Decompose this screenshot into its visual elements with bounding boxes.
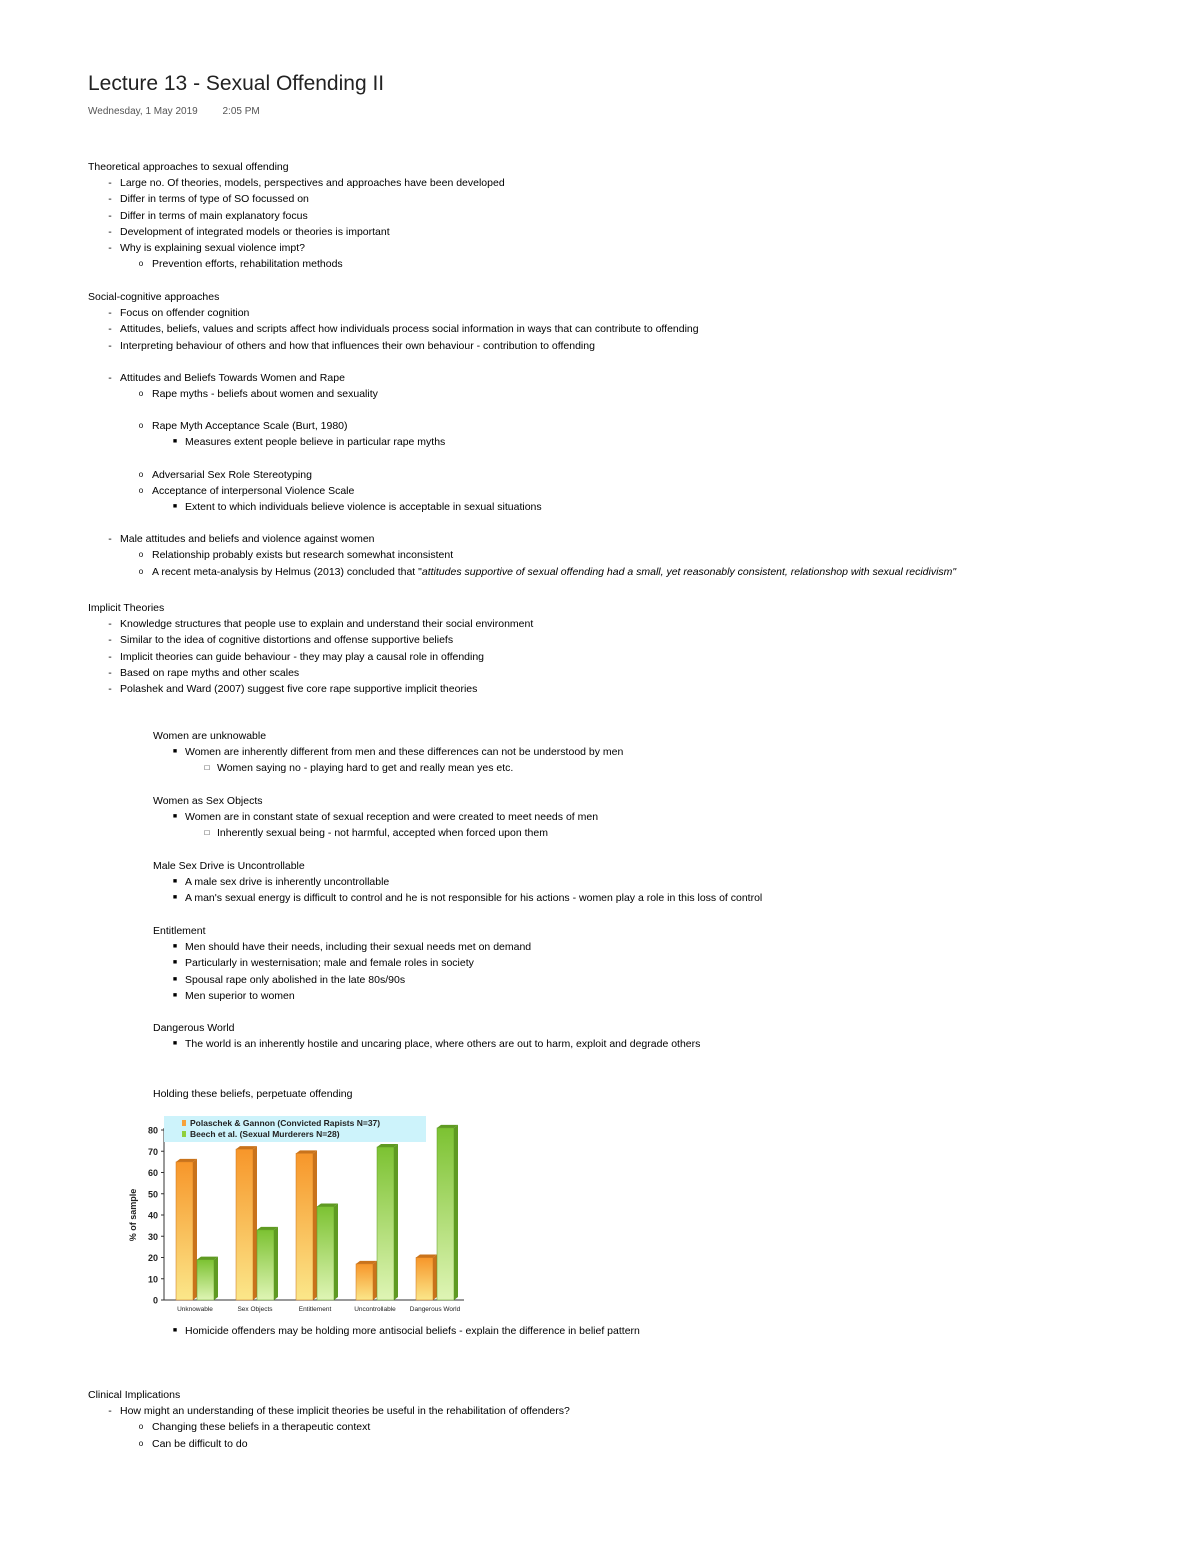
y-tick-label: 80 <box>147 1125 158 1136</box>
list-item: - Polashek and Ward (2007) suggest five core rape supportive implicit theories <box>108 683 478 696</box>
list-item: o Can be difficult to do <box>138 1437 248 1450</box>
bar-side <box>274 1227 278 1300</box>
list-item: - How might an understanding of these implicit theories be useful in the rehabilitation of offenders? <box>108 1405 570 1418</box>
y-tick-label: 40 <box>147 1210 158 1221</box>
page-meta <box>88 106 282 117</box>
bar-side <box>394 1144 398 1300</box>
page-date: Wednesday, 1 May 2019 <box>88 106 198 117</box>
section-heading: Social-cognitive approaches <box>88 291 220 303</box>
list-item: - Interpreting behaviour of others and how that influences their own behaviour - contribution to offending <box>108 339 595 352</box>
list-item: ■ A man's sexual energy is difficult to control and he is not responsible for his actions - women play a role in this loss of control <box>172 892 763 905</box>
bar-murderers <box>317 1207 334 1301</box>
list-item: - Implicit theories can guide behaviour - they may play a causal role in offending <box>108 650 485 663</box>
list-item: o Rape Myth Acceptance Scale (Burt, 1980) <box>138 420 348 433</box>
bar-rapists <box>356 1264 373 1300</box>
y-tick-label: 70 <box>147 1146 158 1157</box>
list-item: o A recent meta-analysis by Helmus (2013) concluded that "attitudes supportive of sexual offending had a small, yet reasonably consistent, relationshop with sexual recidivism" <box>138 565 957 578</box>
theory-entitlement <box>153 923 531 1004</box>
bar-murderers <box>377 1147 394 1300</box>
section-heading: Implicit Theories <box>88 602 165 614</box>
theory-heading: Dangerous World <box>153 1022 235 1034</box>
bar-side <box>313 1150 317 1300</box>
section-clinical <box>88 1387 570 1452</box>
list-item: □ Women saying no - playing hard to get and really mean yes etc. <box>204 762 514 775</box>
bar-side <box>433 1255 437 1301</box>
section-heading: Clinical Implications <box>88 1389 181 1401</box>
bar-side <box>454 1125 458 1300</box>
bar-rapists <box>176 1162 193 1300</box>
page-title: Lecture 13 - Sexual Offending II <box>88 72 385 95</box>
list-item: o Rape myths - beliefs about women and sexuality <box>138 388 378 401</box>
legend-swatch <box>182 1131 186 1137</box>
list-item: ■ Spousal rape only abolished in the late 80s/90s <box>172 973 406 986</box>
theory-heading: Women as Sex Objects <box>153 795 263 807</box>
list-item: ■ Measures extent people believe in particular rape myths <box>172 436 446 449</box>
list-item: ■ A male sex drive is inherently uncontrollable <box>172 876 390 889</box>
y-tick-label: 30 <box>147 1231 158 1242</box>
homicide-note <box>153 1323 640 1339</box>
section-heading: Theoretical approaches to sexual offending <box>88 161 289 173</box>
y-tick-label: 20 <box>147 1253 158 1263</box>
legend-swatch <box>182 1120 186 1126</box>
page-time: 2:05 PM <box>222 106 260 117</box>
legend-label: Beech et al. (Sexual Murderers N=28) <box>190 1129 340 1139</box>
y-tick-label: 10 <box>147 1274 158 1285</box>
quote-text: attitudes supportive of sexual offending had a small, yet reasonably consistent, relationshop with sexual recidivism" <box>421 565 957 578</box>
list-item: - Attitudes and Beliefs Towards Women and Rape <box>108 371 345 384</box>
holding-beliefs-text <box>153 1086 352 1102</box>
list-item: - Differ in terms of type of SO focussed on <box>108 193 309 206</box>
list-item: ■ Particularly in westernisation; male and female roles in society <box>172 957 474 970</box>
x-tick-label: Entitlement <box>298 1306 332 1313</box>
y-tick-label: 0 <box>152 1295 158 1306</box>
x-tick-label: Sex Objects <box>237 1306 273 1313</box>
list-item: o Acceptance of interpersonal Violence Scale <box>138 484 355 497</box>
list-item: - Based on rape myths and other scales <box>108 666 300 679</box>
list-item: - Focus on offender cognition <box>108 307 250 320</box>
list-item: ■ Men superior to women <box>172 989 295 1002</box>
section-theoretical <box>88 159 505 272</box>
x-tick-label: Dangerous World <box>409 1306 461 1313</box>
bar-side <box>193 1159 197 1300</box>
list-item: ■ Women are inherently different from men and these differences can not be understood by men <box>172 746 624 759</box>
y-tick-label: 60 <box>147 1168 158 1178</box>
theory-sex-drive <box>153 858 762 907</box>
list-item: o Changing these beliefs in a therapeutic context <box>138 1421 371 1434</box>
list-item: - Large no. Of theories, models, perspectives and approaches have been developed <box>108 177 505 190</box>
theory-heading: Entitlement <box>153 925 206 937</box>
bar-side <box>253 1146 257 1300</box>
list-item: o Prevention efforts, rehabilitation methods <box>138 258 343 271</box>
list-item: - Knowledge structures that people use to explain and understand their social environment <box>108 618 534 631</box>
legend-label: Polaschek & Gannon (Convicted Rapists N=37) <box>190 1118 381 1128</box>
list-item: o Adversarial Sex Role Stereotyping <box>138 468 312 481</box>
bar-murderers <box>197 1260 214 1300</box>
bar-side <box>373 1261 377 1300</box>
list-item: ■ The world is an inherently hostile and uncaring place, where others are out to harm, exploit and degrade others <box>172 1038 701 1051</box>
bar-rapists <box>296 1153 313 1300</box>
theory-heading: Women are unknowable <box>153 730 267 742</box>
bar-rapists <box>236 1149 253 1300</box>
section-social-cognitive <box>88 289 956 580</box>
list-item: o Relationship probably exists but research somewhat inconsistent <box>138 549 454 562</box>
x-tick-label: Uncontrollable <box>354 1306 396 1313</box>
x-tick-label: Unknowable <box>177 1306 213 1313</box>
list-item: - Male attitudes and beliefs and violence against women <box>108 533 375 546</box>
list-item: □ Inherently sexual being - not harmful, accepted when forced upon them <box>204 827 548 840</box>
list-item: ■ Women are in constant state of sexual reception and were created to meet needs of men <box>172 811 599 824</box>
list-item: - Attitudes, beliefs, values and scripts affect how individuals process social information in ways that can contribute to offending <box>108 323 699 336</box>
theory-unknowable <box>153 728 623 777</box>
theory-heading: Male Sex Drive is Uncontrollable <box>153 860 305 872</box>
list-item: ■ Homicide offenders may be holding more antisocial beliefs - explain the difference in belief pattern <box>172 1325 640 1337</box>
bar-rapists <box>416 1258 433 1301</box>
list-item: - Differ in terms of main explanatory focus <box>108 209 308 222</box>
bar-side <box>334 1204 338 1301</box>
bar-side <box>214 1257 218 1300</box>
list-item: - Similar to the idea of cognitive distortions and offense supportive beliefs <box>108 634 454 647</box>
section-implicit-theories <box>88 600 533 697</box>
theory-dangerous-world <box>153 1020 700 1052</box>
list-item: ■ Extent to which individuals believe violence is acceptable in sexual situations <box>172 501 542 514</box>
list-item: - Development of integrated models or theories is important <box>108 225 390 238</box>
theory-sex-objects <box>153 793 598 842</box>
belief-bar-chart <box>120 1112 480 1318</box>
bar-murderers <box>257 1230 274 1300</box>
list-item: ■ Men should have their needs, including their sexual needs met on demand <box>172 941 532 954</box>
bar-murderers <box>437 1128 454 1300</box>
y-tick-label: 50 <box>147 1189 158 1200</box>
holding-beliefs-label: Holding these beliefs, perpetuate offending <box>153 1088 353 1100</box>
y-axis-label: % of sample <box>128 1188 138 1242</box>
list-item: - Why is explaining sexual violence impt? <box>108 242 306 255</box>
